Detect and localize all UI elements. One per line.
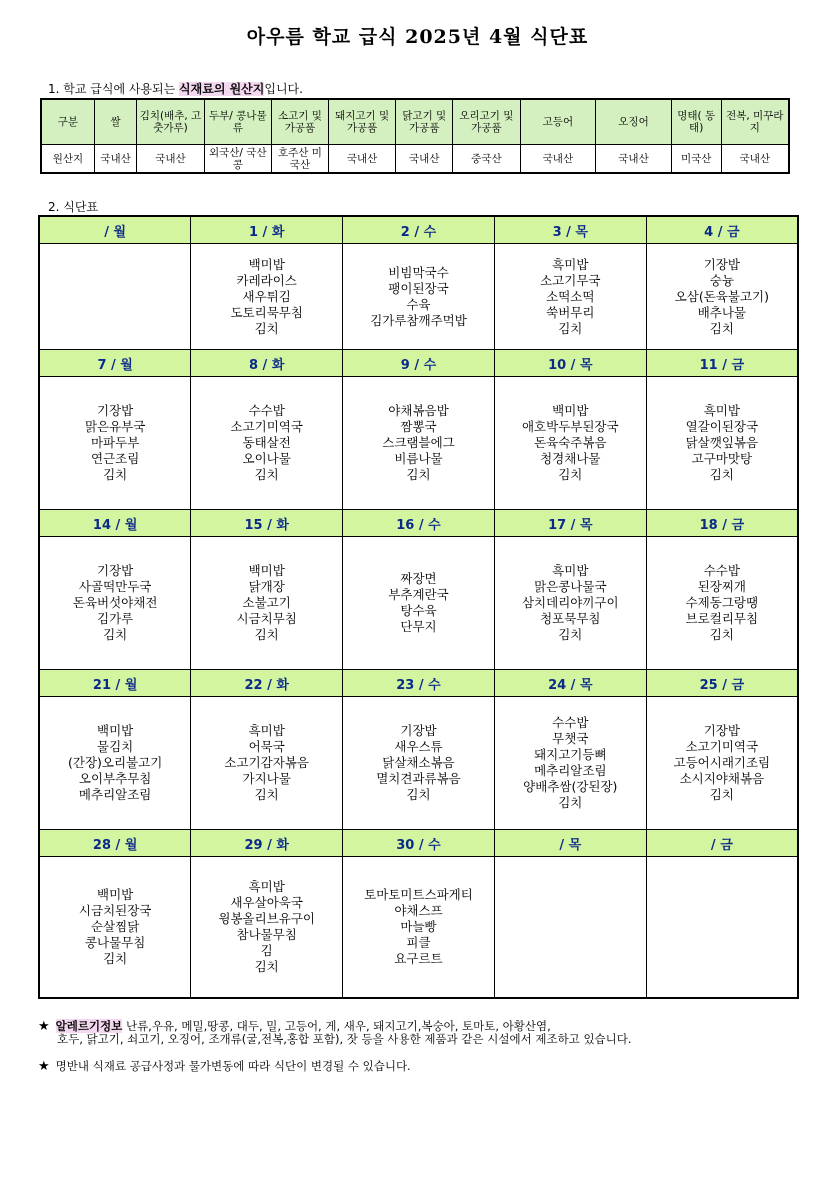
menu-item: 소불고기 [242,595,291,610]
menu-item: 김치 [254,627,279,642]
menu-item: 김치 [254,320,279,336]
menu-item: 맑은유부국 [84,419,146,434]
menu-item: 백미밥 [248,256,285,272]
allergy-line2: 호두, 닭고기, 쇠고기, 오징어, 조개류(굴,전복,홍합 포함), 잣 등을 사용한 제품과 같은 시설에서 제조하고 있습니다. [57,1032,632,1046]
menu-cell [646,697,798,830]
menu-item: 소고기감자볶음 [224,755,309,770]
menu-item: 김치 [709,787,734,802]
menu-item: 맑은콩나물국 [534,579,607,594]
day-header-row [39,350,798,377]
menu-item: 김치 [558,627,583,642]
menu-item: 흑미밥 [248,723,285,738]
menu-item: 어묵국 [248,739,285,754]
origin-value-cell: 국내산 [396,145,453,174]
menu-item: 단무지 [400,619,437,634]
menu-item: 배추나물 [697,304,746,320]
menu-item: 카레라이스 [236,272,297,288]
menu-item: 멸치견과류볶음 [376,771,461,786]
menu-item: 쑥버무리 [546,304,595,320]
menu-cell [191,697,343,830]
day-header: 7 / 월 [39,350,191,377]
menu-cell [343,537,495,670]
origin-value-cell: 원산지 [41,145,94,174]
menu-item: 백미밥 [97,723,134,738]
menu-cell [39,244,191,350]
origin-table [40,98,790,174]
day-header: / 금 [646,830,798,857]
menu-item: 순살찜닭 [90,919,140,934]
menu-cell [646,244,798,350]
menu-item: 흑미밥 [248,879,285,894]
menu-item: 마늘빵 [400,919,437,934]
menu-item: 양배추쌈(강된장) [523,779,618,794]
menu-item: 브로컬리무침 [685,611,759,626]
notice [38,1058,411,1074]
menu-item: 오이부추무침 [78,771,152,786]
menu-item: 김치 [254,959,279,974]
day-header: 24 / 목 [494,670,646,697]
menu-item: 오삼(돈육불고기) [674,288,769,304]
menu-item: 콩나물무침 [84,935,146,950]
day-header-row [39,670,798,697]
menu-cell [343,697,495,830]
origin-header-row [41,99,789,145]
origin-heading-highlight: 식재료의 원산지 [179,82,265,96]
origin-header-cell: 고등어 [520,99,596,145]
origin-heading-prefix: 1. 학교 급식에 사용되는 [48,82,180,96]
menu-item: 마파두부 [90,435,140,450]
day-header: 2 / 수 [343,216,495,244]
menu-row [39,377,798,510]
menu-item: 연근조림 [90,451,140,466]
menu-item: 김치 [254,467,279,482]
day-header: 3 / 목 [494,216,646,244]
menu-item: 야채스프 [394,903,443,918]
day-header: 10 / 목 [494,350,646,377]
menu-cell [646,377,798,510]
day-header: 4 / 금 [646,216,798,244]
allergy-line1: 난류,우유, 메밀,땅콩, 대두, 밀, 고등어, 게, 새우, 돼지고기,복숭아, 토마토, 아황산염, [122,1019,551,1033]
origin-header-cell: 명태( 동태) [671,99,721,145]
menu-item: 수수밥 [703,563,740,578]
origin-header-cell: 오리고기 및 가공품 [453,99,520,145]
menu-cell [494,244,646,350]
menu-item: 시금치된장국 [78,903,152,918]
allergy-label: 알레르기정보 [55,1019,123,1033]
menu-item: 흑미밥 [552,256,589,272]
menu-item: 무챗국 [552,731,589,746]
day-header: 22 / 화 [191,670,343,697]
menu-item: 사골떡만두국 [78,579,152,594]
menu-item: 닭개장 [248,579,285,594]
menu-item: 김치 [103,951,128,966]
menu-item: 돼지고기등뼈 [534,747,607,762]
menu-item: 닭살깻잎볶음 [685,435,759,450]
day-header: 14 / 월 [39,510,191,537]
menu-item: 가지나물 [242,771,291,786]
menu-cell [343,244,495,350]
menu-cell [494,377,646,510]
day-header: 17 / 목 [494,510,646,537]
origin-header-cell: 쌀 [94,99,136,145]
menu-cell [191,857,343,999]
menu-cell [39,697,191,830]
menu-item: 기장밥 [703,723,740,738]
menu-item: 도토리묵무침 [230,304,303,320]
menu-item: 수육 [406,296,431,312]
menu-item: 야채볶음밥 [388,403,449,418]
day-header: 23 / 수 [343,670,495,697]
menu-item: 비빔막국수 [388,264,449,280]
origin-section-heading [48,80,303,97]
menu-item: 짜장면 [400,571,437,586]
origin-value-row [41,145,789,174]
menu-item: 김치 [103,467,128,482]
menu-item: 수제동그랑땡 [685,595,759,610]
menu-cell [191,377,343,510]
origin-header-cell: 소고기 및 가공품 [271,99,328,145]
menu-item: 소고기무국 [540,272,601,288]
menu-item: 흑미밥 [703,403,740,418]
day-header: 28 / 월 [39,830,191,857]
menu-item: 오이나물 [242,451,291,466]
menu-item: 청포묵무침 [540,611,601,626]
menu-item: 고등어시래기조림 [673,755,771,770]
menu-item: 메추리알조림 [78,787,152,802]
allergy-info [38,1020,828,1046]
day-header-row [39,216,798,244]
menu-item: 김 [260,943,273,958]
menu-item: 김치 [709,320,734,336]
menu-item: 김가루 [97,611,134,626]
menu-item: 새우튀김 [242,288,291,304]
menu-item: 김치 [558,467,583,482]
menu-item: 윙봉올리브유구이 [218,911,315,926]
day-header: 18 / 금 [646,510,798,537]
menu-cell [39,377,191,510]
menu-item: 부추계란국 [388,587,449,602]
menu-item: 동태살전 [242,435,291,450]
origin-value-cell: 국내산 [328,145,395,174]
menu-item: 기장밥 [400,723,437,738]
day-header: 30 / 수 [343,830,495,857]
menu-item: 새우스튜 [394,739,443,754]
menu-item: 기장밥 [703,256,740,272]
origin-header-cell: 구분 [41,99,94,145]
origin-header-cell: 두부/ 콩나물류 [204,99,271,145]
star-icon: ★ [38,1019,50,1034]
menu-cell [343,377,495,510]
menu-item: 참나물무침 [236,927,297,942]
menu-cell [343,857,495,999]
menu-item: 백미밥 [97,887,134,902]
menu-item: 돈육숙주볶음 [534,435,607,450]
day-header-row [39,830,798,857]
origin-value-cell: 국내산 [94,145,136,174]
menu-cell [191,244,343,350]
page-title: 아우름 학교 급식 2025년 4월 식단표 [246,26,589,48]
menu-item: 돈육버섯야채전 [72,595,158,610]
menu-item: 소고기미역국 [685,739,759,754]
origin-value-cell: 중국산 [453,145,520,174]
origin-value-cell: 호주산 미국산 [271,145,328,174]
origin-header-cell: 닭고기 및 가공품 [396,99,453,145]
menu-item: 새우살아욱국 [230,895,303,910]
menu-row [39,857,798,999]
menu-item: 숭늉 [709,272,734,288]
menu-item: 백미밥 [248,563,285,578]
menu-item: 물김치 [97,739,134,754]
menu-item: 김치 [709,627,734,642]
menu-item: 백미밥 [552,403,589,418]
menu-cell [191,537,343,670]
menu-row [39,697,798,830]
menu-item: 메추리알조림 [534,763,607,778]
origin-value-cell: 국내산 [721,145,789,174]
menu-item: 김치 [103,627,128,642]
menu-cell [39,537,191,670]
menu-cell [494,697,646,830]
origin-header-cell: 전복, 미꾸라지 [721,99,789,145]
menu-item: (간장)오리불고기 [68,755,163,770]
menu-item: 소고기미역국 [230,419,303,434]
origin-heading-suffix: 입니다. [264,82,303,96]
day-header: / 월 [39,216,191,244]
menu-item: 탕수육 [400,603,437,618]
menu-item: 짬뽕국 [400,419,437,434]
origin-header-cell: 오징어 [596,99,672,145]
menu-item: 김치 [558,795,583,810]
menu-item: 삼치데리야끼구이 [521,595,619,610]
menu-section-heading: 2. 식단표 [48,200,99,214]
menu-item: 된장찌개 [697,579,746,594]
origin-header-cell: 김치(배추, 고춧가루) [137,99,204,145]
origin-value-cell: 국내산 [137,145,204,174]
menu-item: 닭살채소볶음 [382,755,455,770]
origin-value-cell: 국내산 [520,145,596,174]
day-header: 21 / 월 [39,670,191,697]
day-header: 9 / 수 [343,350,495,377]
origin-value-cell: 미국산 [671,145,721,174]
menu-item: 김치 [406,787,431,802]
menu-item: 흑미밥 [552,563,589,578]
menu-item: 기장밥 [97,563,134,578]
day-header-row [39,510,798,537]
day-header: 1 / 화 [191,216,343,244]
notice-text: 명반내 식재료 공급사정과 물가변동에 따라 식단이 변경될 수 있습니다. [55,1059,411,1073]
menu-cell [39,857,191,999]
menu-item: 수수밥 [248,403,285,418]
star-icon: ★ [38,1059,50,1074]
menu-item: 팽이된장국 [388,280,449,296]
menu-item: 김치 [406,467,431,482]
menu-item: 비름나물 [394,451,443,466]
menu-item: 기장밥 [97,403,134,418]
menu-item: 피클 [406,935,431,950]
menu-item: 토마토미트스파게티 [364,887,473,902]
menu-item: 김가루참깨주먹밥 [370,312,467,328]
menu-item: 애호박두부된장국 [521,419,619,434]
menu-item: 수수밥 [552,715,589,730]
menu-cell [494,857,646,999]
menu-item: 김치 [558,320,583,336]
menu-cell [494,537,646,670]
day-header: / 목 [494,830,646,857]
menu-item: 스크램블에그 [382,435,455,450]
menu-item: 열갈이된장국 [685,419,759,434]
day-header: 16 / 수 [343,510,495,537]
day-header: 29 / 화 [191,830,343,857]
menu-item: 소시지야채볶음 [679,771,765,786]
origin-header-cell: 돼지고기 및 가공품 [328,99,395,145]
origin-value-cell: 외국산/ 국산콩 [204,145,271,174]
day-header: 8 / 화 [191,350,343,377]
menu-cell [646,857,798,999]
menu-item: 요구르트 [394,951,443,966]
day-header: 11 / 금 [646,350,798,377]
menu-item: 김치 [709,467,734,482]
menu-row [39,244,798,350]
menu-item: 청경채나물 [540,451,601,466]
menu-item: 김치 [254,787,279,802]
menu-table [38,215,799,999]
day-header: 25 / 금 [646,670,798,697]
menu-item: 시금치무침 [236,611,297,626]
day-header: 15 / 화 [191,510,343,537]
origin-value-cell: 국내산 [596,145,672,174]
menu-item: 소떡소떡 [546,288,595,304]
menu-row [39,537,798,670]
menu-item: 고구마맛탕 [691,451,753,466]
menu-cell [646,537,798,670]
